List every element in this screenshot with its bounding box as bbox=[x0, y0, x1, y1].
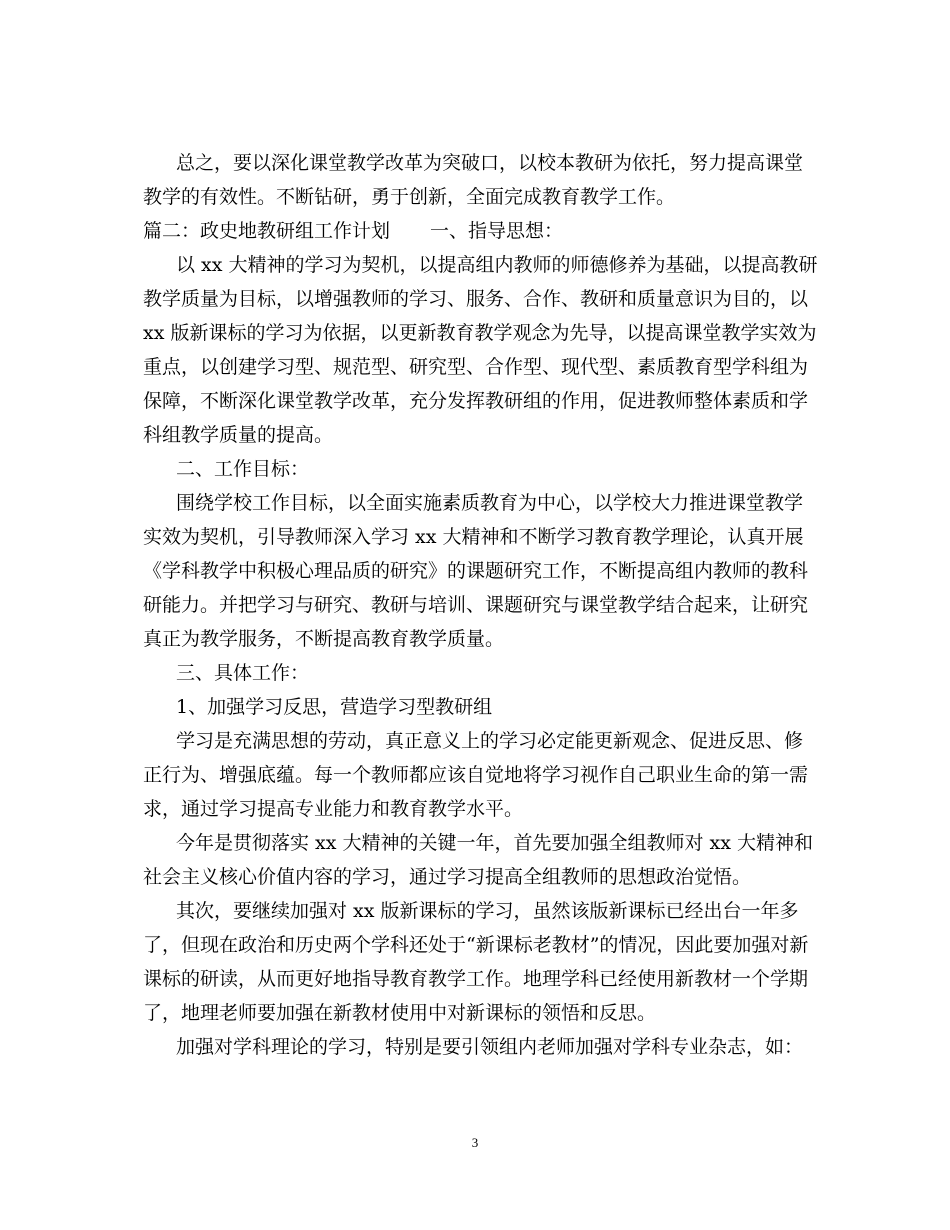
paragraph-line: 了，地理老师要加强在新教材使用中对新课标的领悟和反思。 bbox=[143, 1002, 657, 1024]
paragraph-line: 社会主义核心价值内容的学习，通过学习提高全组教师的思想政治觉悟。 bbox=[143, 866, 752, 888]
paragraph-line: 今年是贯彻落实 xx 大精神的关键一年，首先要加强全组教师对 xx 大精神和 bbox=[176, 832, 814, 854]
section-subheading: 一、指导思想： bbox=[430, 220, 564, 242]
page-number: 3 bbox=[471, 1135, 479, 1150]
section-heading bbox=[143, 214, 808, 248]
paragraph-line: 研能力。并把学习与研究、教研与培训、课题研究与课堂教学结合起来，让研究 bbox=[143, 594, 809, 616]
paragraph-line: 重点，以创建学习型、规范型、研究型、合作型、现代型、素质教育型学科组为 bbox=[143, 356, 809, 378]
paragraph-line: 教学的有效性。不断钻研，勇于创新，全面完成教育教学工作。 bbox=[143, 186, 676, 208]
paragraph-line: 加强对学科理论的学习，特别是要引领组内老师加强对学科专业杂志，如： bbox=[176, 1036, 804, 1058]
document-body bbox=[143, 146, 818, 1064]
paragraph-line: 保障，不断深化课堂教学改革，充分发挥教研组的作用，促进教师整体素质和学 bbox=[143, 390, 809, 412]
paragraph-line: 了，但现在政治和历史两个学科还处于“新课标老教材”的情况，因此要加强对新 bbox=[143, 934, 809, 956]
paragraph-line: 《学科教学中积极心理品质的研究》的课题研究工作，不断提高组内教师的教科 bbox=[143, 560, 809, 582]
paragraph-line: 正行为、增强底蕴。每一个教师都应该自觉地将学习视作自己职业生命的第一需 bbox=[143, 764, 809, 786]
heading-work-goals: 二、工作目标： bbox=[176, 458, 310, 480]
paragraph-line: 其次，要继续加强对 xx 版新课标的学习，虽然该版新课标已经出台一年多 bbox=[176, 900, 799, 922]
paragraph-line: 真正为教学服务，不断提高教育教学质量。 bbox=[143, 628, 505, 650]
section-title: 篇二：政史地教研组工作计划 bbox=[143, 220, 391, 242]
paragraph-line: 总之，要以深化课堂教学改革为突破口，以校本教研为依托，努力提高课堂 bbox=[176, 152, 804, 174]
paragraph-line: 围绕学校工作目标，以全面实施素质教育为中心，以学校大力推进课堂教学 bbox=[176, 492, 804, 514]
paragraph-line: xx 版新课标的学习为依据，以更新教育教学观念为先导，以提高课堂教学实效为 bbox=[143, 322, 817, 344]
paragraph-line: 教学质量为目标，以增强教师的学习、服务、合作、教研和质量意识为目的，以 bbox=[143, 288, 809, 310]
subheading-item-1: 1、加强学习反思，营造学习型教研组 bbox=[176, 696, 493, 718]
paragraph-line: 学习是充满思想的劳动，真正意义上的学习必定能更新观念、促进反思、修 bbox=[176, 730, 804, 752]
paragraph-line: 求，通过学习提高专业能力和教育教学水平。 bbox=[143, 798, 524, 820]
heading-specific-work: 三、具体工作： bbox=[176, 662, 310, 684]
paragraph-line: 课标的研读，从而更好地指导教育教学工作。地理学科已经使用新教材一个学期 bbox=[143, 968, 809, 990]
paragraph-line: 实效为契机，引导教师深入学习 xx 大精神和不断学习教育教学理论，认真开展 bbox=[143, 526, 804, 548]
paragraph-line: 科组教学质量的提高。 bbox=[143, 424, 334, 446]
paragraph-line: 以 xx 大精神的学习为契机，以提高组内教师的师德修养为基础，以提高教研 bbox=[176, 254, 818, 276]
